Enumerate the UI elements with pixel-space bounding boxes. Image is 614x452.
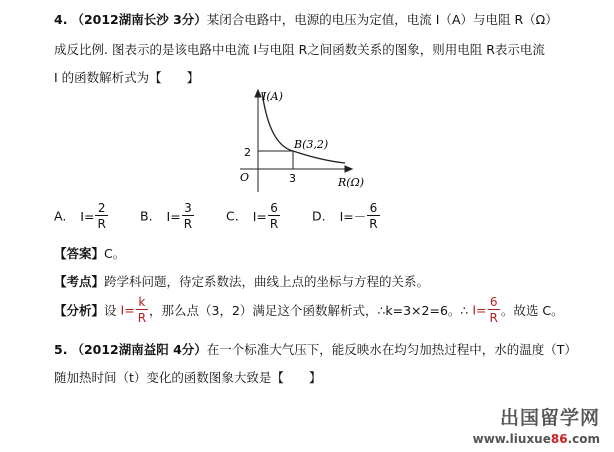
analysis-line: 【分析】设 I= $\frac{k}{R}$ ，那么点（3，2）满足这个函数解析式，∴k=3×2=6。∴ I= $\frac{6}{R}$ 。故选 C。 — [54, 295, 564, 325]
y-axis-label: I(A) — [262, 90, 283, 103]
key-point-tag: 【考点】 — [54, 274, 105, 289]
q4-text-1: 某闭合电路中，电源的电压为定值，电流 I（A）与电阻 R（Ω） — [206, 12, 558, 27]
q5-line-1 — [54, 340, 577, 358]
y-tick-label: 2 — [244, 146, 251, 159]
q4-text-2: 成反比例. 图表示的是该电路中电流 I与电阻 R之间函数关系的图象，则用电阻 R表示电流 — [54, 42, 545, 57]
q5-source: （2012湖南益阳 4分） — [71, 342, 207, 357]
x-tick-label: 3 — [289, 172, 296, 185]
analysis-formula-1-fraction: $\frac{k}{R}$ — [137, 295, 147, 325]
option-c-fraction: $\frac{6}{R}$ — [269, 201, 279, 231]
point-b-label: B(3,2) — [294, 138, 329, 151]
option-b: B. I= $\frac{3}{R}$ — [140, 201, 193, 231]
q4-text-3: I 的函数解析式为【 】 — [54, 70, 200, 85]
option-c: C. I= $\frac{6}{R}$ — [226, 201, 279, 231]
analysis-tag: 【分析】 — [54, 303, 105, 318]
watermark-url: www.liuxue86.com — [472, 432, 600, 446]
key-point-line — [54, 272, 429, 290]
analysis-formula-2-fraction: $\frac{6}{R}$ — [489, 295, 498, 325]
answer-text: C。 — [104, 246, 126, 261]
q5-text-1: 在一个标准大气压下，能反映水在均匀加热过程中，水的温度（T） — [206, 342, 577, 357]
watermark-cn: 出国留学网 — [499, 407, 600, 429]
origin-label: O — [240, 171, 250, 184]
y-axis-arrow — [255, 90, 261, 97]
q5-number: 5. — [54, 342, 68, 357]
x-axis-label: R(Ω) — [338, 176, 364, 189]
x-axis-arrow — [345, 166, 352, 172]
q4-source: （2012湖南长沙 3分） — [71, 12, 207, 27]
q5-text-2: 随加热时间（t）变化的函数图象大致是【 】 — [54, 370, 322, 385]
analysis-formula-1-prefix: I= — [120, 302, 135, 318]
option-b-fraction: $\frac{3}{R}$ — [183, 201, 193, 231]
analysis-formula-2-prefix: I= — [472, 302, 487, 318]
answer-line — [54, 244, 125, 262]
answer-tag: 【答案】 — [54, 246, 105, 261]
option-a-fraction: $\frac{2}{R}$ — [97, 201, 106, 231]
option-d-fraction: $\frac{6}{R}$ — [369, 201, 378, 231]
q4-number: 4. — [54, 12, 68, 27]
option-d: D. I=－ $\frac{6}{R}$ — [312, 201, 378, 231]
option-a: A. I= $\frac{2}{R}$ — [54, 201, 106, 231]
site-watermark — [473, 403, 600, 446]
key-point-text: 跨学科问题，待定系数法，曲线上点的坐标与方程的关系。 — [104, 274, 430, 289]
